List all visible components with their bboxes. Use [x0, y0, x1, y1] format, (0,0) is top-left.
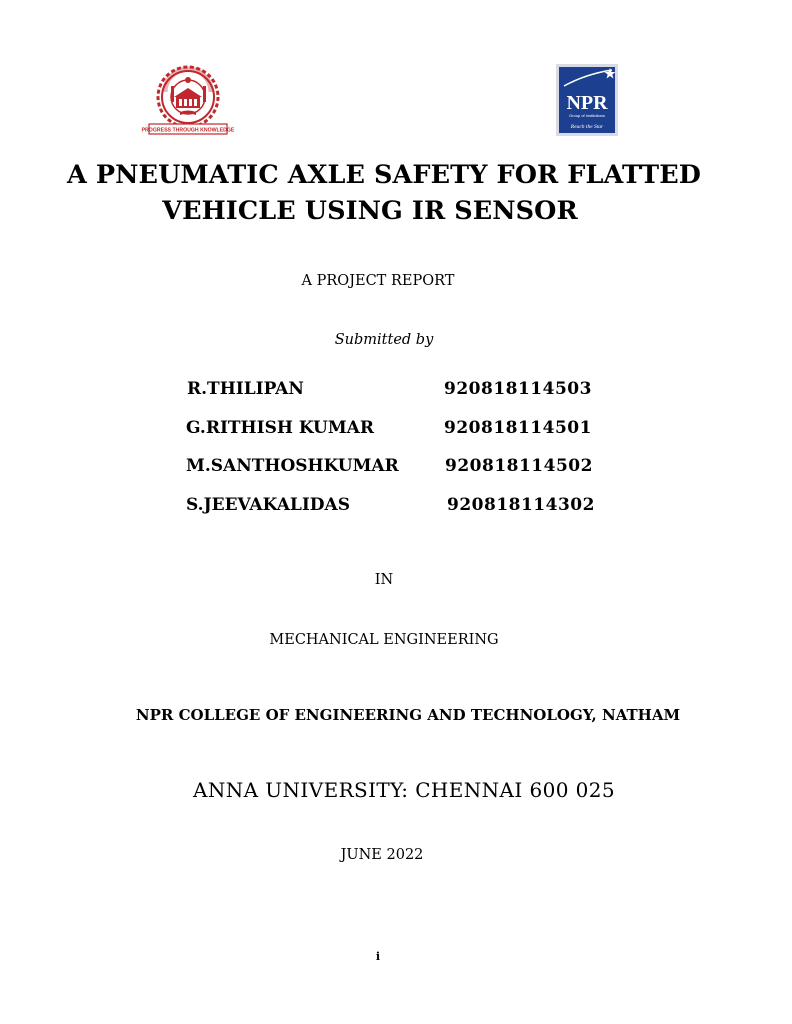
student-name: G.RITHISH KUMAR	[186, 418, 374, 438]
npr-logo-text: NPR	[566, 92, 608, 114]
npr-logo	[556, 64, 618, 136]
report-type: A PROJECT REPORT	[301, 273, 455, 289]
student-name: M.SANTHOSHKUMAR	[186, 456, 399, 476]
student-id: 920818114501	[444, 418, 592, 438]
report-date: JUNE 2022	[340, 847, 424, 863]
submitted-by-label: Submitted by	[334, 332, 434, 348]
department: MECHANICAL ENGINEERING	[269, 632, 499, 648]
student-name: S.JEEVAKALIDAS	[186, 495, 350, 515]
student-name: R.THILIPAN	[187, 379, 304, 399]
student-id: 920818114502	[445, 456, 593, 476]
anna-university-emblem	[158, 67, 218, 127]
college-name: NPR COLLEGE OF ENGINEERING AND TECHNOLOGY, NATHAM	[135, 706, 681, 724]
university-name: ANNA UNIVERSITY: CHENNAI 600 025	[193, 778, 615, 802]
in-label: IN	[374, 572, 394, 588]
npr-logo-tagline: Reach the Star	[570, 124, 604, 130]
page-number: i	[375, 950, 381, 963]
npr-logo-subtitle: Group of Institutions	[569, 113, 605, 118]
report-title-line-2: VEHICLE USING IR SENSOR	[162, 196, 578, 226]
anna-motto-text: PROGRESS THROUGH KNOWLEDGE	[141, 127, 235, 134]
report-title-line-1: A PNEUMATIC AXLE SAFETY FOR FLATTED	[66, 160, 702, 190]
student-id: 920818114302	[447, 495, 595, 515]
anna-university-logo	[141, 64, 235, 138]
student-id: 920818114503	[444, 379, 592, 399]
